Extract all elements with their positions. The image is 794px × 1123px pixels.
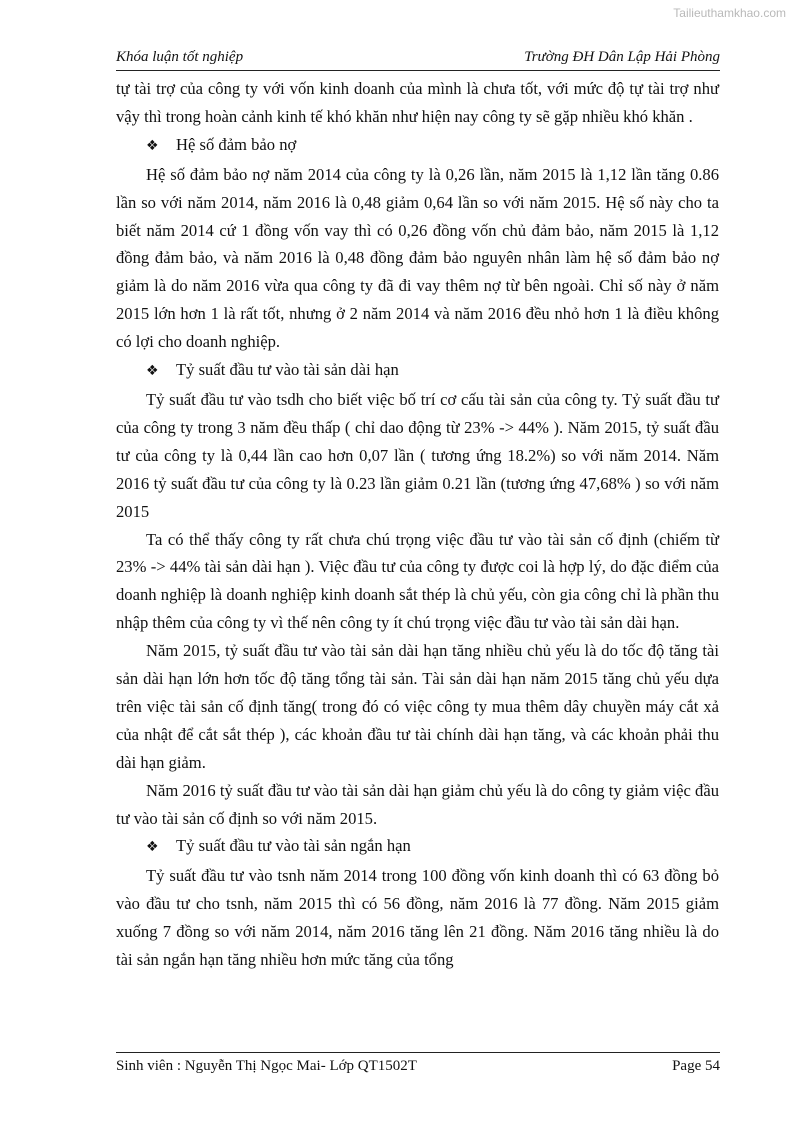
diamond-bullet-icon: ❖ — [146, 839, 159, 856]
heading-text: Tỷ suất đầu tư vào tài sản dài hạn — [176, 360, 399, 380]
paragraph: Tỷ suất đầu tư vào tsdh cho biết việc bố trí cơ cấu tài sản của công ty. Tỷ suất đầu tư của công ty trong 3 năm đều thấp ( chỉ dao động từ 23% -> 44% ). Năm 2015, tỷ suất đầu tư của công ty là 0,44 lần cao hơn 0,07 lần ( tương ứng 18.2%) so với năm 2014. Năm 2016 tỷ suất đầu tư của công ty là 0.23 lần giảm 0.21 lần (tương ứng 47,68% ) so với năm 2015 — [116, 389, 719, 521]
paragraph: Ta có thể thấy công ty rất chưa chú trọng việc đầu tư vào tài sản cố định (chiếm từ 23% -> 44% tài sản dài hạn ). Việc đầu tư của công ty được coi là hợp lý, do đặc điểm của doanh nghiệp là doanh nghiệp kinh doanh sắt thép là chủ yếu, còn gia công chỉ là phần thu nhập thêm của công ty vì thế nên công ty ít chú trọng việc đầu tư vào tài sản dài hạn. — [116, 529, 719, 633]
paragraph: Năm 2016 tỷ suất đầu tư vào tài sản dài hạn giảm chủ yếu là do công ty giảm việc đầu tư vào tài sản cố định so với năm 2015. — [116, 780, 719, 828]
paragraph-continuation: tự tài trợ của công ty với vốn kinh doanh của mình là chưa tốt, với mức độ tự tài trợ như vậy thì trong hoàn cảnh kinh tế khó khăn như hiện nay công ty sẽ gặp nhiều khó khăn . — [116, 79, 719, 126]
header-university: Trường ĐH Dân Lập Hải Phòng — [524, 49, 720, 65]
heading-long-term-assets — [116, 356, 719, 386]
header-thesis-label: Khóa luận tốt nghiệp — [116, 49, 244, 65]
page-footer — [116, 1052, 720, 1077]
heading-debt-coverage — [116, 131, 719, 161]
paragraph: Tỷ suất đầu tư vào tsnh năm 2014 trong 100 đồng vốn kinh doanh thì có 63 đồng bỏ vào đầu tư cho tsnh, năm 2015 thì có 56 đồng, năm 2016 là 77 đồng. Năm 2015 giảm xuống 7 đồng so với năm 2014, năm 2016 tăng lên 21 đồng. Năm 2016 tăng nhiều là do tài sản ngắn hạn tăng nhiều hơn mức tăng của tổng — [116, 866, 719, 970]
watermark: Tailieuthamkhao.com — [673, 6, 786, 20]
paragraph: Năm 2015, tỷ suất đầu tư vào tài sản dài hạn tăng nhiều chủ yếu là do tốc độ tăng tài sản dài hạn lớn hơn tốc độ tăng tổng tài sản. Tài sản dài hạn năm 2015 tăng chủ yếu dựa trên việc tài sản cố định tăng( trong đó có việc công ty mua thêm dây chuyền máy cắt xả của nhật để cắt sắt thép ), các khoản đầu tư tài chính dài hạn tăng, và các khoản phải thu dài hạn giảm. — [116, 641, 719, 772]
paragraph: Hệ số đảm bảo nợ năm 2014 của công ty là 0,26 lần, năm 2015 là 1,12 lần tăng 0.86 lần so với năm 2014, năm 2016 là 0,48 giảm 0,64 lần so với năm 2015. Hệ số này cho ta biết năm 2014 cứ 1 đồng vốn vay thì có 0,26 đồng vốn chủ đảm bảo, năm 2015 là 1,12 đồng đảm bảo, và năm 2016 là 0,48 đồng đảm bảo nguyên nhân làm hệ số đảm bảo nợ giảm là do năm 2016 vừa qua công ty đã đi vay thêm nợ từ bên ngoài. Chỉ số này ở năm 2015 lớn hơn 1 là rất tốt, nhưng ở 2 năm 2014 và năm 2016 đều nhỏ hơn 1 là điều không có lợi cho doanh nghiệp. — [116, 164, 719, 352]
heading-short-term-assets — [116, 832, 719, 862]
page-header — [116, 46, 720, 71]
document-body — [116, 75, 719, 974]
diamond-bullet-icon: ❖ — [146, 137, 159, 154]
page-number: Page 54 — [672, 1058, 720, 1074]
heading-text: Hệ số đảm bảo nợ — [176, 134, 297, 154]
footer-student: Sinh viên : Nguyễn Thị Ngọc Mai- Lớp QT1502T — [116, 1058, 417, 1074]
diamond-bullet-icon: ❖ — [146, 363, 159, 380]
heading-text: Tỷ suất đầu tư vào tài sản ngắn hạn — [176, 836, 411, 856]
